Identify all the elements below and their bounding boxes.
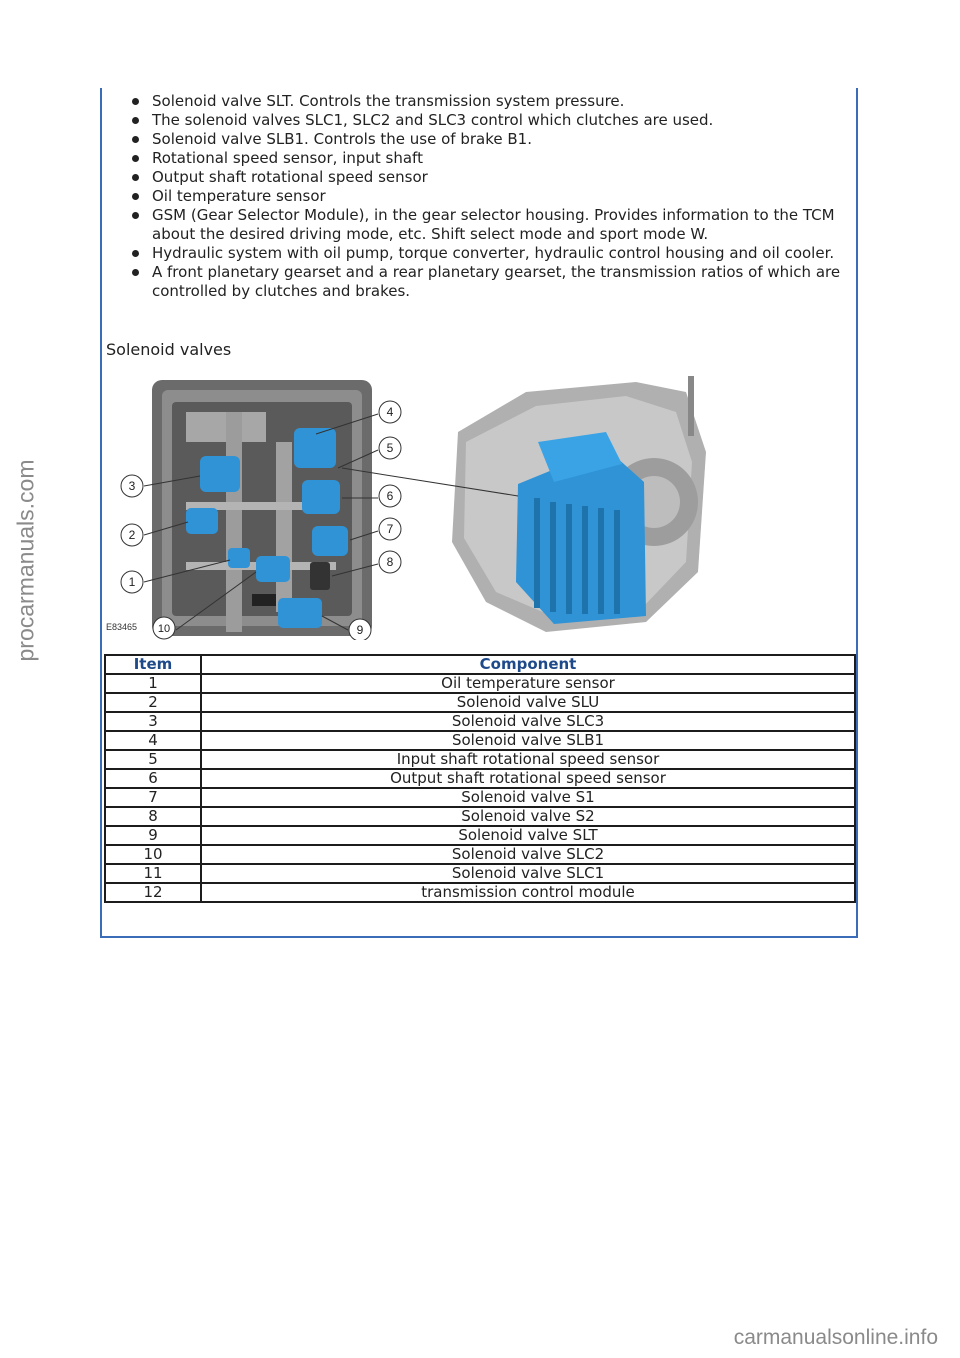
component-cell: Solenoid valve S2	[201, 807, 855, 826]
bullet-item: Solenoid valve SLB1. Controls the use of brake B1.	[128, 130, 848, 149]
callout-3	[121, 475, 143, 497]
svg-text:10: 10	[157, 623, 171, 635]
callout-5	[379, 437, 401, 459]
svg-text:2: 2	[128, 528, 136, 542]
column-header-item: Item	[105, 655, 201, 674]
item-cell: 6	[105, 769, 201, 788]
item-cell: 8	[105, 807, 201, 826]
callout-10	[153, 617, 175, 639]
component-cell: Output shaft rotational speed sensor	[201, 769, 855, 788]
callout-1	[121, 571, 143, 593]
callout-6	[379, 485, 401, 507]
table-row	[105, 769, 855, 788]
callout-7	[379, 518, 401, 540]
feature-bullet-list	[128, 92, 848, 301]
column-header-component: Component	[201, 655, 855, 674]
bullet-item: Output shaft rotational speed sensor	[128, 168, 848, 187]
svg-text:9: 9	[356, 623, 364, 637]
component-cell: Solenoid valve SLC2	[201, 845, 855, 864]
bullet-item: GSM (Gear Selector Module), in the gear selector housing. Provides information to the TCM about the desired driving mode, etc. Shift select mode and sport mode W.	[128, 206, 848, 244]
item-cell: 11	[105, 864, 201, 883]
valve-body-illustration	[152, 380, 372, 636]
item-cell: 4	[105, 731, 201, 750]
side-watermark	[6, 330, 46, 790]
table-row	[105, 674, 855, 693]
table-row	[105, 845, 855, 864]
component-cell: Solenoid valve SLT	[201, 826, 855, 845]
figure-code: E83465	[106, 622, 138, 632]
bullet-item: Hydraulic system with oil pump, torque converter, hydraulic control housing and oil cooler.	[128, 244, 848, 263]
table-row	[105, 788, 855, 807]
item-cell: 12	[105, 883, 201, 902]
svg-text:4: 4	[386, 405, 394, 419]
item-cell: 1	[105, 674, 201, 693]
callout-9	[349, 619, 371, 640]
transmission-illustration	[452, 376, 706, 632]
component-cell: Solenoid valve SLU	[201, 693, 855, 712]
component-table	[104, 654, 856, 903]
table-row	[105, 693, 855, 712]
table-row	[105, 807, 855, 826]
component-cell: Oil temperature sensor	[201, 674, 855, 693]
svg-text:6: 6	[386, 489, 394, 503]
bullet-item: Oil temperature sensor	[128, 187, 848, 206]
callout-2	[121, 524, 143, 546]
table-row	[105, 731, 855, 750]
svg-text:5: 5	[386, 441, 394, 455]
svg-text:7: 7	[386, 522, 394, 536]
svg-text:3: 3	[128, 479, 136, 493]
side-watermark-text: procarmanuals.com	[12, 459, 39, 661]
item-cell: 10	[105, 845, 201, 864]
component-cell: transmission control module	[201, 883, 855, 902]
item-cell: 5	[105, 750, 201, 769]
callout-8	[379, 551, 401, 573]
item-cell: 3	[105, 712, 201, 731]
bullet-item: Solenoid valve SLT. Controls the transmission system pressure.	[128, 92, 848, 111]
table-row	[105, 864, 855, 883]
callout-4	[379, 401, 401, 423]
bullet-item: A front planetary gearset and a rear planetary gearset, the transmission ratios of which are controlled by clutches and brakes.	[128, 263, 848, 301]
table-row	[105, 750, 855, 769]
component-cell: Solenoid valve S1	[201, 788, 855, 807]
component-cell: Input shaft rotational speed sensor	[201, 750, 855, 769]
solenoid-valves-figure	[106, 372, 856, 640]
svg-text:8: 8	[386, 555, 394, 569]
bullet-item: Rotational speed sensor, input shaft	[128, 149, 848, 168]
table-header-row	[105, 655, 855, 674]
solenoid-valves-illustration	[106, 372, 856, 640]
section-heading: Solenoid valves	[106, 340, 232, 359]
bottom-watermark: carmanualsonline.info	[733, 1326, 938, 1349]
item-cell: 2	[105, 693, 201, 712]
component-cell: Solenoid valve SLB1	[201, 731, 855, 750]
component-cell: Solenoid valve SLC1	[201, 864, 855, 883]
table-row	[105, 883, 855, 902]
bullet-item: The solenoid valves SLC1, SLC2 and SLC3 control which clutches are used.	[128, 111, 848, 130]
table-row	[105, 826, 855, 845]
content-frame	[100, 88, 858, 938]
item-cell: 9	[105, 826, 201, 845]
component-cell: Solenoid valve SLC3	[201, 712, 855, 731]
svg-text:1: 1	[128, 575, 136, 589]
item-cell: 7	[105, 788, 201, 807]
table-row	[105, 712, 855, 731]
